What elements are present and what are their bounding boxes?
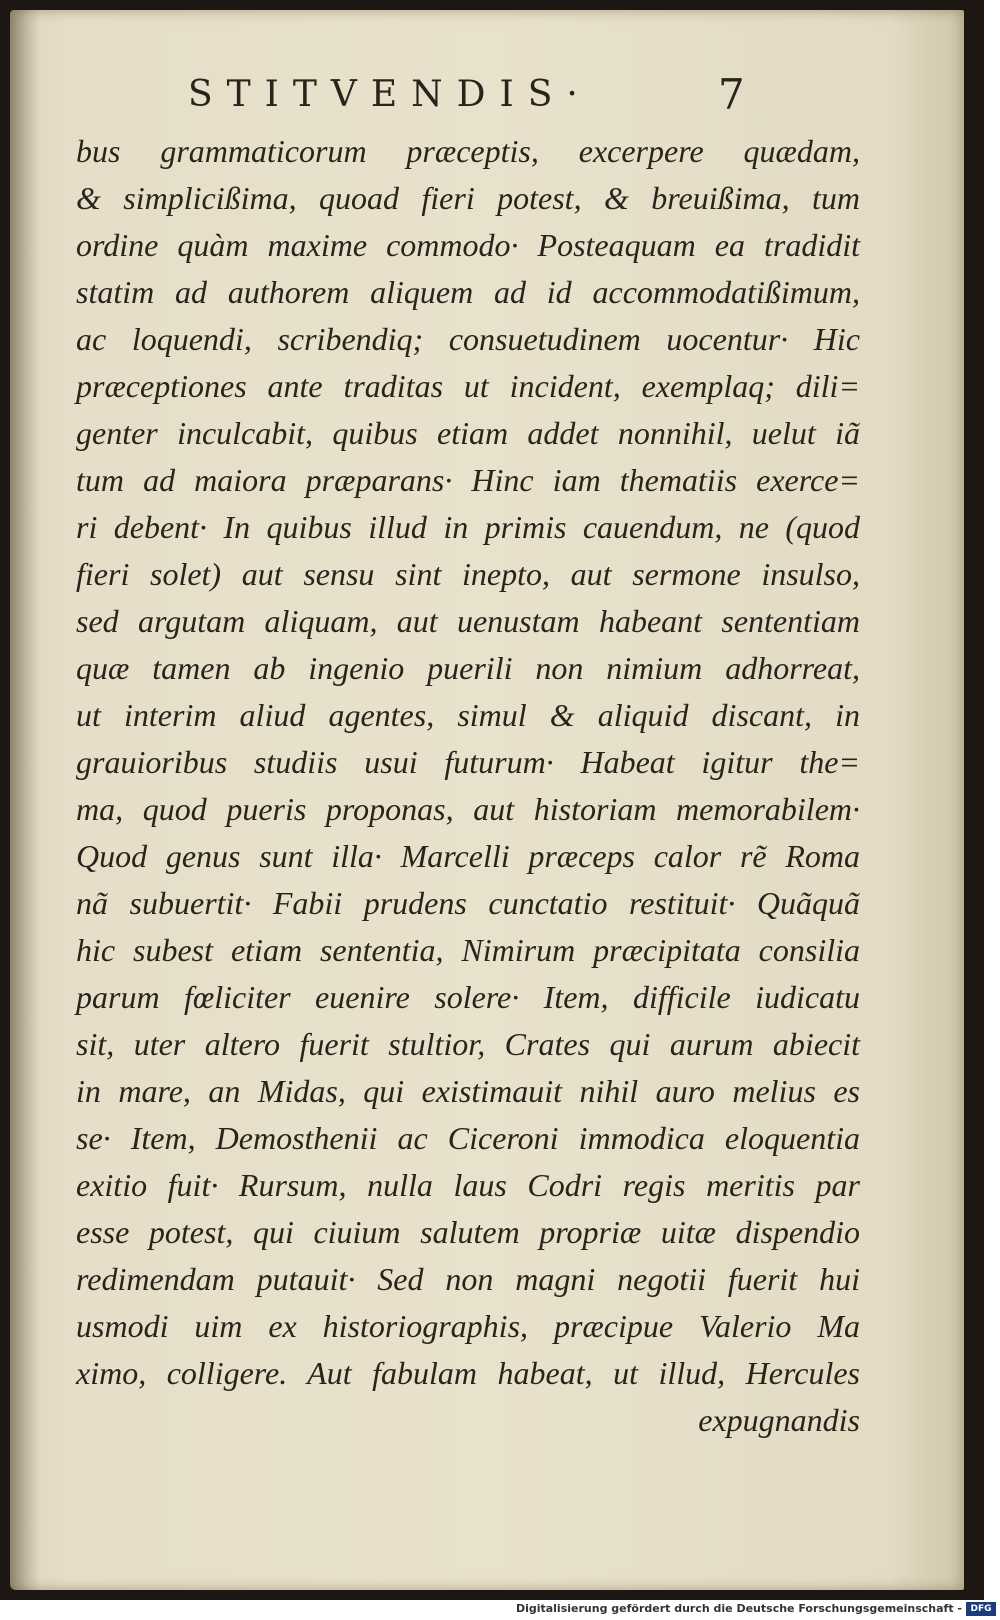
text-line: ri debent· In quibus illud in primis cauendum, ne (quod	[76, 509, 860, 545]
text-line: sed argutam aliquam, aut uenustam habeant sententiam	[76, 603, 860, 639]
text-line: redimendam putauit· Sed non magni negotii fuerit hui	[76, 1261, 860, 1297]
catchword: expugnandis	[698, 1402, 860, 1438]
text-line: præceptiones ante traditas ut incident, exemplaq; dili=	[76, 368, 860, 404]
page-header	[0, 62, 1000, 122]
text-line: quæ tamen ab ingenio puerili non nimium adhorreat,	[76, 650, 860, 686]
text-line: fieri solet) aut sensu sint inepto, aut sermone insulso,	[76, 556, 860, 592]
text-line: esse potest, qui ciuium salutem propriæ uitæ dispendio	[76, 1214, 860, 1250]
text-line: se· Item, Demosthenii ac Ciceroni immodica eloquentia	[76, 1120, 860, 1156]
dfg-logo-icon: DFG	[966, 1602, 996, 1616]
text-line: ma, quod pueris proponas, aut historiam memorabilem·	[76, 791, 860, 827]
text-line: nã subuertit· Fabii prudens cunctatio restituit· Quãquã	[76, 885, 860, 921]
text-line: ximo, colligere. Aut fabulam habeat, ut illud, Hercules	[76, 1355, 860, 1391]
text-line: statim ad authorem aliquem ad id accommodatißimum,	[76, 274, 860, 310]
text-line: exitio fuit· Rursum, nulla laus Codri regis meritis par	[76, 1167, 860, 1203]
text-line: ac loquendi, scribendiq; consuetudinem uocentur· Hic	[76, 321, 860, 357]
text-line: ut interim aliud agentes, simul & aliquid discant, in	[76, 697, 860, 733]
text-line: grauioribus studiis usui futurum· Habeat igitur the=	[76, 744, 860, 780]
text-line: genter inculcabit, quibus etiam addet nonnihil, uelut iã	[76, 415, 860, 451]
digitization-footer	[0, 1600, 1000, 1620]
spine-shadow	[10, 10, 40, 1590]
text-line: in mare, an Midas, qui existimauit nihil auro melius es	[76, 1073, 860, 1109]
text-line: usmodi uim ex historiographis, præcipue Valerio Ma	[76, 1308, 860, 1344]
funding-notice: Digitalisierung gefördert durch die Deutsche Forschungsgemeinschaft -	[515, 1602, 962, 1615]
text-line: tum ad maiora præparans· Hinc iam thematiis exerce=	[76, 462, 860, 498]
text-line: bus grammaticorum præceptis, excerpere quædam,	[76, 133, 860, 169]
text-line: sit, uter altero fuerit stultior, Crates qui aurum abiecit	[76, 1026, 860, 1062]
page-number: 7	[718, 70, 745, 119]
text-line: Quod genus sunt illa· Marcelli præceps calor rẽ Roma	[76, 838, 860, 874]
text-line: ordine quàm maxime commodo· Posteaquam ea tradidit	[76, 227, 860, 263]
text-line: & simplicißima, quoad fieri potest, & breuißima, tum	[76, 180, 860, 216]
text-line: hic subest etiam sententia, Nimirum præcipitata consilia	[76, 932, 860, 968]
running-head: STITVENDIS·	[188, 74, 592, 115]
body-text	[76, 128, 860, 1444]
text-line: parum fœliciter euenire solere· Item, difficile iudicatu	[76, 979, 860, 1015]
